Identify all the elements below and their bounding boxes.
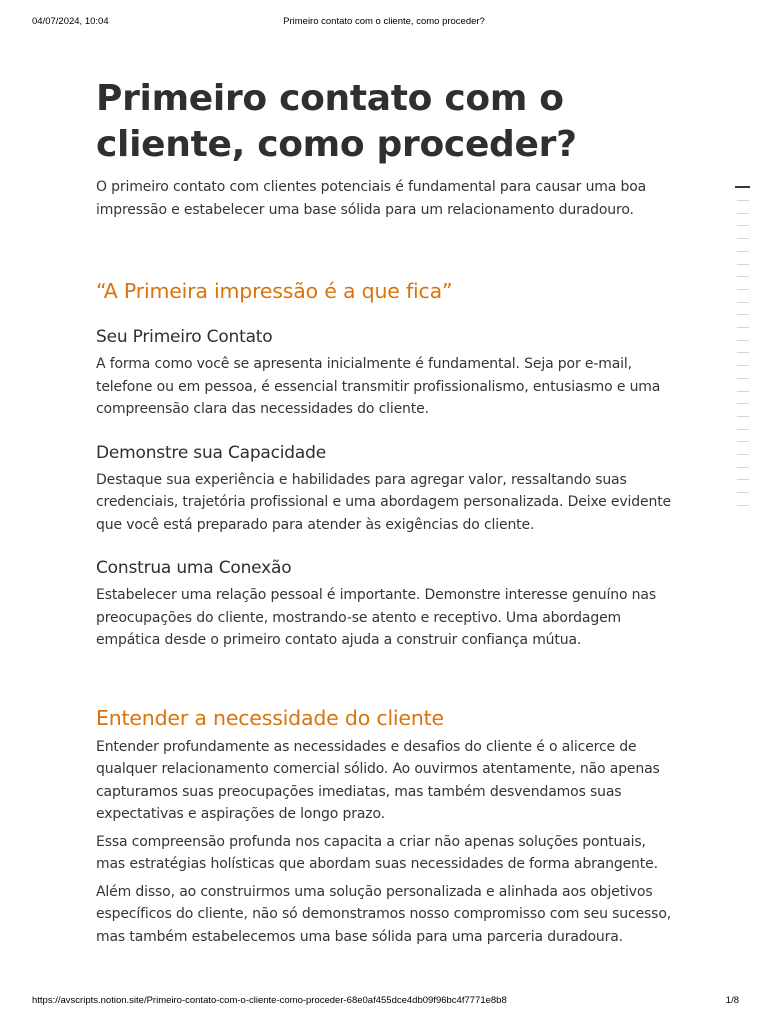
- toc-marker[interactable]: [737, 403, 749, 404]
- quote-heading: “A Primeira impressão é a que fica”: [96, 279, 453, 303]
- toc-marker[interactable]: [737, 289, 749, 290]
- section-connection: [96, 556, 676, 652]
- toc-marker-active[interactable]: [735, 186, 750, 188]
- print-url: https://avscripts.notion.site/Primeiro-contato-com-o-cliente-como-proceder-68e0af455dce4db09f96bc4f7771e8b8: [32, 995, 507, 1006]
- page-number: 1/8: [725, 995, 739, 1006]
- toc-marker[interactable]: [737, 441, 749, 442]
- toc-marker[interactable]: [737, 492, 749, 493]
- toc-marker[interactable]: [737, 505, 749, 506]
- toc-marker[interactable]: [737, 352, 749, 353]
- toc-marker[interactable]: [737, 340, 749, 341]
- section-heading: Seu Primeiro Contato: [96, 327, 273, 347]
- page-content: [96, 76, 676, 953]
- section-capability: [96, 441, 676, 537]
- toc-marker[interactable]: [737, 314, 749, 315]
- toc-marker[interactable]: [737, 365, 749, 366]
- toc-marker[interactable]: [737, 200, 749, 201]
- section-text: Destaque sua experiência e habilidades para agregar valor, ressaltando suas credenciais, trajetória profissional e uma abordagem personalizada. Deixe evidente que você está preparado para atender às exigências do cliente.: [96, 471, 671, 533]
- toc-marker[interactable]: [737, 479, 749, 480]
- need-heading: Entender a necessidade do cliente: [96, 705, 444, 730]
- toc-marker[interactable]: [737, 454, 749, 455]
- toc-marker[interactable]: [737, 225, 749, 226]
- toc-marker[interactable]: [737, 378, 749, 379]
- page-title: Primeiro contato com o cliente, como proceder?: [96, 78, 577, 165]
- need-paragraph: Além disso, ao construirmos uma solução personalizada e alinhada aos objetivos específicos do cliente, não só demonstramos nosso compromisso com seu sucesso, mas também estabelecemos uma base sólida para uma parceria duradoura.: [96, 883, 672, 945]
- intro-paragraph: O primeiro contato com clientes potenciais é fundamental para causar uma boa impressão e estabelecer uma base sólida para um relacionamento duradouro.: [96, 179, 647, 218]
- toc-marker[interactable]: [737, 416, 749, 417]
- toc-marker[interactable]: [737, 264, 749, 265]
- toc-marker[interactable]: [737, 391, 749, 392]
- toc-marker[interactable]: [737, 327, 749, 328]
- toc-marker[interactable]: [737, 429, 749, 430]
- need-paragraph: Entender profundamente as necessidades e desafios do cliente é o alicerce de qualquer relacionamento comercial sólido. Ao ouvirmos atentamente, não apenas capturamos suas preocupações imediatas, mas também desvendamos suas expectativas e aspirações de longo prazo.: [96, 738, 660, 822]
- toc-marker[interactable]: [737, 467, 749, 468]
- need-paragraph: Essa compreensão profunda nos capacita a criar não apenas soluções pontuais, mas estratégias holísticas que abordam suas necessidades de forma abrangente.: [96, 833, 658, 872]
- toc-marker[interactable]: [737, 276, 749, 277]
- section-heading: Demonstre sua Capacidade: [96, 442, 326, 463]
- print-footer: [0, 995, 768, 1009]
- toc-marker[interactable]: [737, 238, 749, 239]
- toc-marker[interactable]: [737, 213, 749, 214]
- print-date: 04/07/2024, 10:04: [32, 16, 109, 27]
- toc-marker[interactable]: [737, 302, 749, 303]
- section-heading: Construa uma Conexão: [96, 558, 292, 578]
- section-first-contact: [96, 325, 676, 421]
- toc-marker[interactable]: [737, 251, 749, 252]
- table-of-contents-indicator[interactable]: [735, 186, 751, 516]
- section-text: Estabelecer uma relação pessoal é importante. Demonstre interesse genuíno nas preocupações do cliente, mostrando-se atento e receptivo. Uma abordagem empática desde o primeiro contato ajuda a construir confiança mútua.: [96, 587, 656, 648]
- section-text: A forma como você se apresenta inicialmente é fundamental. Seja por e-mail, telefone ou em pessoa, é essencial transmitir profissionalismo, entusiasmo e uma compreensão clara das necessidades do cliente.: [96, 356, 661, 417]
- print-header: [0, 16, 768, 30]
- print-title: Primeiro contato com o cliente, como proceder?: [283, 16, 485, 27]
